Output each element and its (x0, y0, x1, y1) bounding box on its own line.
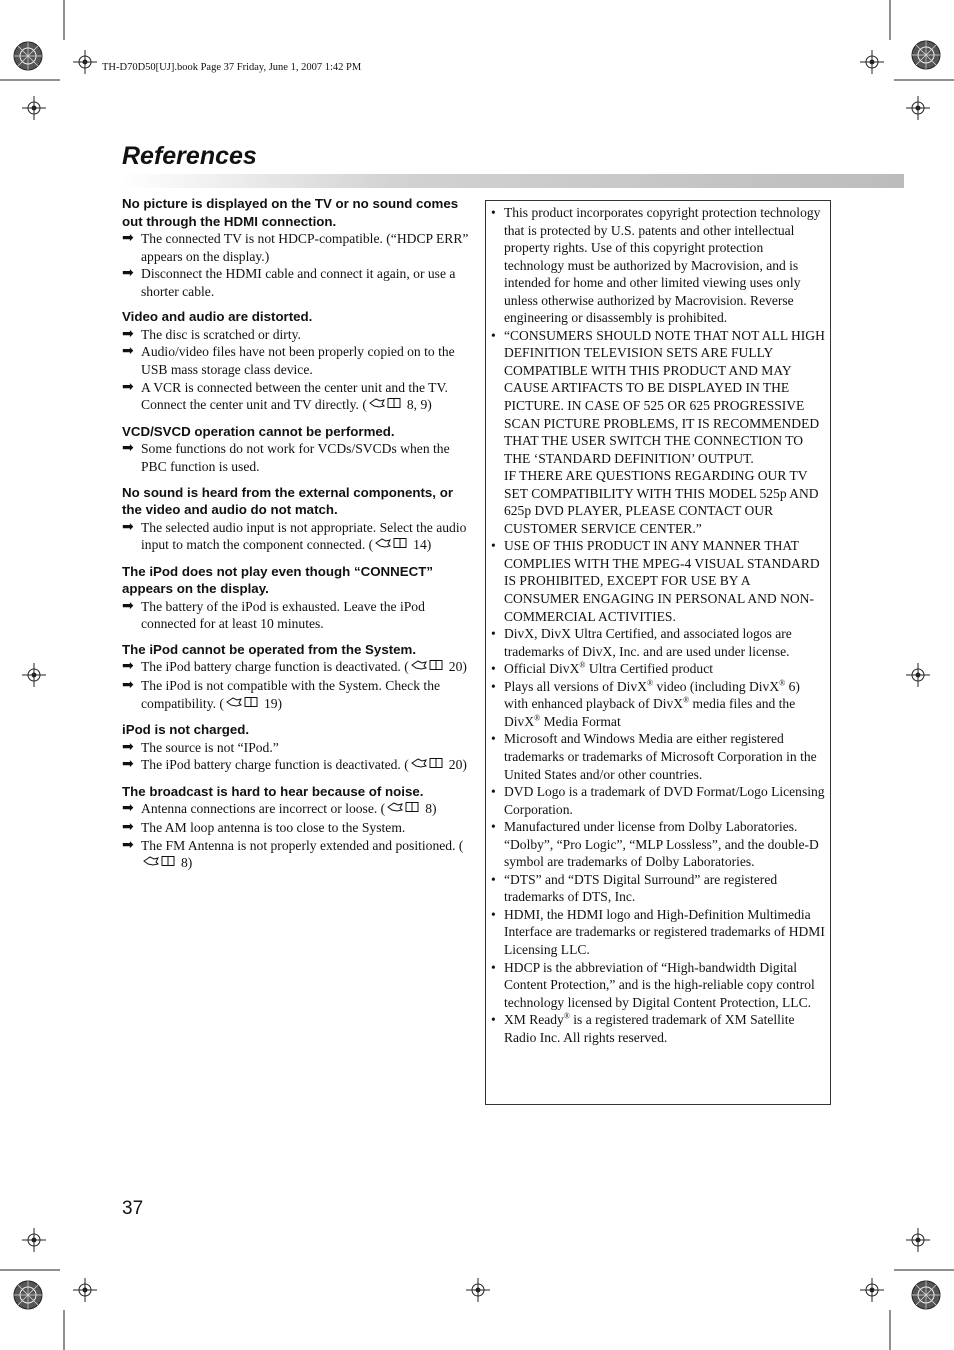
print-header: TH-D70D50[UJ].book Page 37 Friday, June 1, 2007 1:42 PM (102, 62, 362, 73)
remedy-item (122, 265, 472, 300)
registered-mark: ® (683, 695, 690, 705)
remedy-text: The disc is scratched or dirty. (141, 326, 301, 342)
notice-text: “CONSUMERS SHOULD NOTE THAT NOT ALL HIGH DEFINITION TELEVISION SETS ARE FULLY COMPATIBLE WITH THIS PRODUCT AND MAY CAUSE ARTIFACTS TO BE DISPLAYED IN THE PICTURE. IN CASE OF 525 OR 625 PROGRESSIVE SCAN PICTURE PROBLEMS, IT IS RECOMMENDED THAT THE USER SWITCH THE CONNECTION TO THE ‘STANDARD DEFINITION’ OUTPUT. (504, 327, 825, 466)
notice-item (490, 204, 826, 327)
remedy-item (122, 677, 472, 713)
page-reference: 20) (448, 757, 467, 773)
page-reference: 8) (181, 855, 193, 871)
reference-book-icon (226, 696, 260, 714)
trouble-section (122, 484, 472, 555)
notice-text: USE OF THIS PRODUCT IN ANY MANNER THAT COMPLIES WITH THE MPEG-4 VISUAL STANDARD IS PROHIBITED, EXCEPT FOR USE BY A CONSUMER ENGAGING IN PERSONAL AND NON-COMMERCIAL ACTIVITIES. (504, 538, 820, 624)
remedy-text: The FM Antenna is not properly extended and positioned. ( (141, 837, 464, 853)
trouble-heading: The iPod cannot be operated from the System. (122, 641, 417, 657)
arrow-icon: ➡ (122, 658, 134, 675)
page-reference: 19) (263, 695, 283, 711)
troubleshooting-column (122, 195, 472, 881)
notice-item (490, 678, 826, 731)
notice-text: 6) with enhanced playback of DivX (504, 678, 800, 712)
remedy-item (122, 800, 472, 819)
arrow-icon: ➡ (122, 738, 134, 755)
trouble-heading: Video and audio are distorted. (122, 309, 313, 325)
notice-text: Ultra Certified product (585, 661, 713, 677)
bullet-icon: • (491, 731, 496, 747)
notice-text: HDCP is the abbreviation of “High-bandwidth Digital Content Protection,” and is the high-reliable copy control technology licensed by Digital Content Protection, LLC. (504, 959, 815, 1010)
registered-mark: ® (779, 678, 786, 688)
bullet-icon: • (491, 1012, 496, 1028)
remedy-text: Antenna connections are incorrect or loose. ( (141, 801, 386, 817)
notice-item (490, 660, 826, 678)
notice-text: DivX, DivX Ultra Certified, and associated logos are trademarks of DivX, Inc. and are used under license. (504, 626, 792, 659)
remedy-item (122, 756, 472, 775)
notice-text: is a registered trademark of XM Satellite Radio Inc. All rights reserved. (504, 1012, 795, 1045)
trouble-section (122, 721, 472, 775)
bullet-icon: • (491, 906, 496, 922)
bullet-icon: • (491, 871, 496, 887)
notices-list (490, 204, 826, 1046)
remedy-item (122, 440, 472, 475)
arrow-icon: ➡ (122, 756, 134, 773)
remedy-item (122, 739, 472, 757)
bullet-icon: • (491, 661, 496, 677)
arrow-icon: ➡ (122, 230, 134, 246)
remedy-text: The AM loop antenna is too close to the System. (141, 819, 406, 835)
remedy-item (122, 379, 472, 415)
remedy-item (122, 598, 472, 633)
trouble-section (122, 563, 472, 633)
trouble-heading: The broadcast is hard to hear because of noise. (122, 783, 424, 799)
remedy-item (122, 658, 472, 677)
arrow-icon: ➡ (122, 800, 134, 817)
notice-item (490, 327, 826, 538)
notice-item (490, 537, 826, 625)
remedy-item (122, 230, 472, 265)
reference-book-icon (143, 855, 177, 873)
reference-book-icon (369, 397, 403, 415)
arrow-icon: ➡ (122, 440, 134, 457)
remedy-text: Audio/video files have not been properly copied on to the USB mass storage class device. (141, 344, 455, 378)
remedy-text: The iPod is not compatible with the System. Check the compatibility. ( (141, 678, 441, 711)
notice-item (490, 959, 826, 1012)
notice-text: Official DivX (504, 661, 580, 677)
trouble-heading: The iPod does not play even though “CONNECT” appears on the display. (122, 563, 434, 597)
reference-book-icon (387, 801, 421, 819)
remedy-text: The selected audio input is not appropriate. Select the audio input to match the component connected. ( (141, 519, 467, 553)
remedy-text: Disconnect the HDMI cable and connect it again, or use a shorter cable. (141, 266, 456, 299)
notice-text: DVD Logo is a trademark of DVD Format/Logo Licensing Corporation. (504, 784, 825, 817)
bullet-icon: • (491, 819, 496, 835)
page-reference: 8) (425, 801, 437, 817)
arrow-icon: ➡ (122, 325, 134, 342)
arrow-icon: ➡ (122, 265, 134, 282)
remedy-item (122, 326, 472, 344)
notice-text: “DTS” and “DTS Digital Surround” are registered trademarks of DTS, Inc. (504, 871, 778, 905)
remedy-item (122, 837, 472, 873)
bullet-icon: • (491, 626, 496, 642)
page-reference: 20) (448, 659, 467, 675)
remedy-item (122, 819, 472, 837)
arrow-icon: ➡ (122, 836, 134, 853)
notice-item (490, 783, 826, 818)
bullet-icon: • (491, 327, 496, 343)
bullet-icon: • (491, 205, 496, 220)
remedy-item (122, 343, 472, 378)
notice-item (490, 1011, 826, 1046)
reference-book-icon (411, 757, 445, 775)
notice-text: media files and the DivX (504, 696, 796, 729)
remedy-text: The connected TV is not HDCP-compatible. (“HDCP ERR” appears on the display.) (141, 231, 469, 264)
arrow-icon: ➡ (122, 677, 134, 693)
page-reference: 8, 9) (406, 397, 432, 413)
trouble-section (122, 423, 472, 476)
notice-text: This product incorporates copyright protection technology that is protected by U.S. patents and other intellectual property rights. Use of this copyright protection technology must be authorized by Macrovision, and is intended for home and other limited viewing uses only unless otherwise authorized by Macrovision. Reverse engineering or disassembly is prohibited. (504, 205, 821, 326)
registered-mark: ® (534, 713, 541, 723)
notice-text: Microsoft and Windows Media are either registered trademarks or trademarks of Microsoft Corporation in the United States and/or other countries. (504, 731, 817, 782)
arrow-icon: ➡ (122, 518, 134, 535)
notice-text: Plays all versions of DivX (504, 678, 647, 694)
notice-continuation: IF THERE ARE QUESTIONS REGARDING OUR TV SET COMPATIBILITY WITH THIS MODEL 525p AND 625p DVD PLAYER, PLEASE CONTACT OUR CUSTOMER SERVICE CENTER.” (504, 468, 819, 536)
remedy-text: The source is not “IPod.” (141, 739, 279, 755)
notice-item (490, 818, 826, 871)
arrow-icon: ➡ (122, 597, 134, 614)
trouble-heading: VCD/SVCD operation cannot be performed. (122, 423, 395, 439)
notice-text: Manufactured under license from Dolby Laboratories. “Dolby”, “Pro Logic”, “MLP Lossless”, and the double-D symbol are trademarks of Dolby Laboratories. (504, 819, 819, 870)
notice-text: video (including DivX (653, 678, 780, 694)
remedy-text: A VCR is connected between the center unit and the TV. Connect the center unit and TV directly. ( (141, 379, 448, 413)
notice-item (490, 730, 826, 783)
notice-text: XM Ready (504, 1012, 564, 1028)
notice-item (490, 625, 826, 660)
arrow-icon: ➡ (122, 818, 134, 835)
trouble-section (122, 641, 472, 713)
registered-mark: ® (646, 678, 654, 688)
remedy-text: The iPod battery charge function is deactivated. ( (141, 659, 409, 675)
remedy-text: The battery of the iPod is exhausted. Leave the iPod connected for at least 10 minutes. (141, 598, 425, 632)
registered-mark: ® (563, 1011, 570, 1021)
page-number: 37 (122, 1198, 144, 1219)
trouble-heading: No picture is displayed on the TV or no sound comes out through the HDMI connection. (122, 196, 459, 229)
remedy-text: Some functions do not work for VCDs/SVCDs when the PBC function is used. (141, 441, 450, 474)
page-title: References (122, 142, 257, 170)
registered-mark: ® (579, 660, 586, 670)
page-reference: 14) (413, 537, 432, 553)
trouble-section (122, 195, 472, 300)
notice-item (490, 906, 826, 959)
remedy-item (122, 519, 472, 555)
bullet-icon: • (491, 678, 496, 694)
trouble-heading: No sound is heard from the external components, or the video and audio do not match. (122, 484, 453, 518)
bullet-icon: • (491, 784, 496, 800)
trouble-heading: iPod is not charged. (122, 722, 250, 738)
notice-text: HDMI, the HDMI logo and High-Definition Multimedia Interface are trademarks or registered trademarks of HDMI Licensing LLC. (504, 906, 825, 957)
notice-text: Media Format (540, 713, 621, 729)
trouble-section (122, 783, 472, 873)
reference-book-icon (375, 537, 409, 555)
remedy-text: The iPod battery charge function is deactivated. ( (141, 757, 409, 773)
arrow-icon: ➡ (122, 343, 134, 360)
title-divider-bar (122, 174, 904, 188)
bullet-icon: • (491, 959, 496, 975)
bullet-icon: • (491, 538, 496, 554)
notices-box (485, 200, 831, 1105)
notice-item (490, 871, 826, 906)
arrow-icon: ➡ (122, 378, 134, 395)
reference-book-icon (411, 659, 445, 677)
trouble-section (122, 308, 472, 414)
